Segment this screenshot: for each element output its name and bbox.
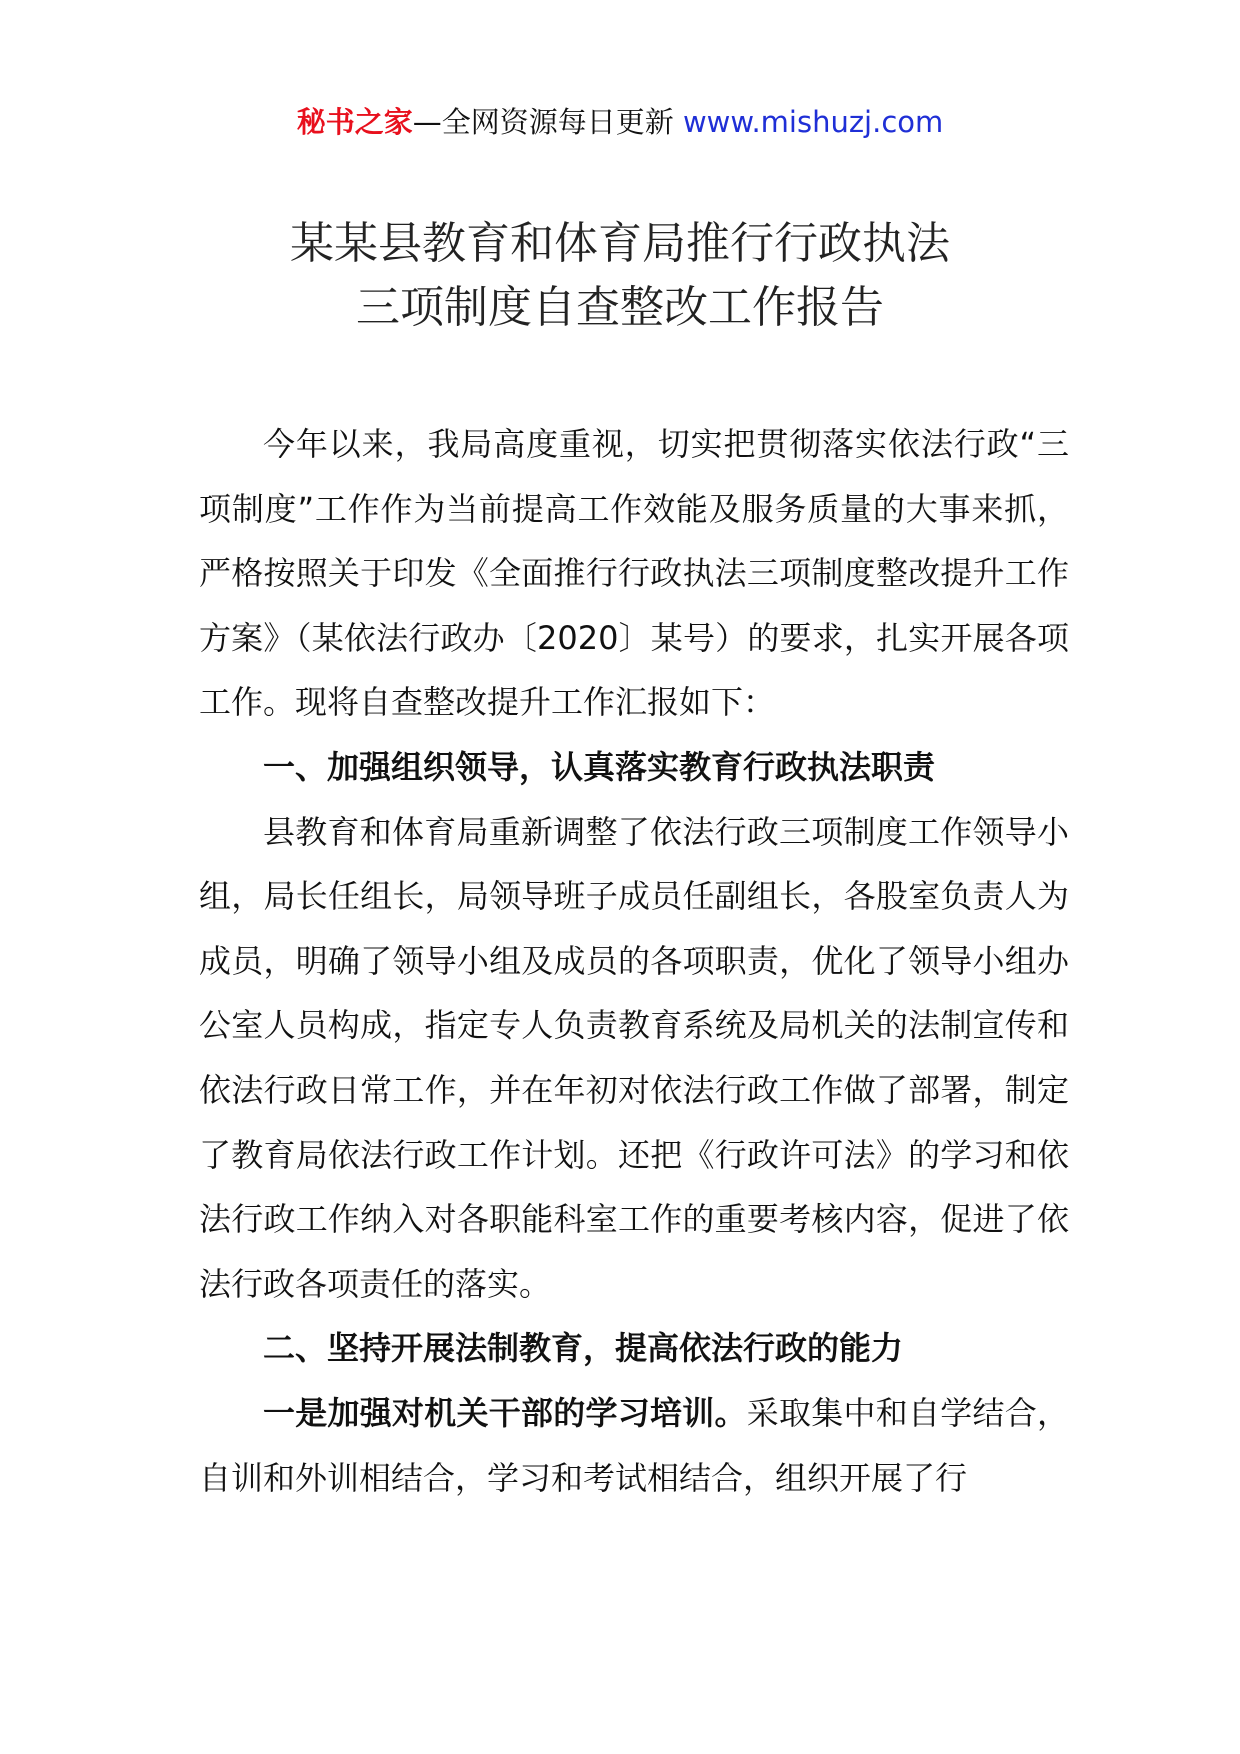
section-1-paragraph: 县教育和体育局重新调整了依法行政三项制度工作领导小组，局长任组长，局领导班子成员任副组长，各股室负责人为成员，明确了领导小组及成员的各项职责，优化了领导小组办公室人员构成，指定专人负责教育系统及局机关的法制宣传和依法行政日常工作，并在年初对依法行政工作做了部署，制定了教育局依法行政工作计划。还把《行政许可法》的学习和依法行政工作纳入对各职能科室工作的重要考核内容，促进了依法行政各项责任的落实。 — [199, 812, 1069, 1303]
intro-paragraph: 今年以来，我局高度重视，切实把贯彻落实依法行政“三项制度”工作作为当前提高工作效能及服务质量的大事来抓，严格按照关于印发《全面推行行政执法三项制度整改提升工作方案》（某依法行政办〔2020〕某号）的要求，扎实开展各项工作。现将自查整改提升工作汇报如下： — [199, 425, 1069, 722]
title-line-1: 某某县教育和体育局推行行政执法 — [290, 218, 950, 269]
document-body — [199, 412, 1069, 1510]
site-header — [0, 102, 1240, 142]
site-url-link[interactable]: www.mishuzj.com — [682, 105, 944, 139]
section-2-lead: 一是加强对机关干部的学习培训。 — [263, 1393, 747, 1432]
document-title — [0, 212, 1240, 340]
section-1-heading: 一、加强组织领导，认真落实教育行政执法职责 — [263, 747, 936, 786]
section-2-paragraph — [199, 1381, 1069, 1510]
section-2-text: 采取集中和自学结合，自训和外训相结合，学习和考试相结合，组织开展了行 — [199, 1393, 1069, 1497]
brand-name: 秘书之家 — [296, 105, 413, 139]
title-line-2: 三项制度自查整改工作报告 — [356, 282, 884, 333]
section-2-heading: 二、坚持开展法制教育，提高依法行政的能力 — [263, 1329, 904, 1368]
site-tagline: —全网资源每日更新 — [412, 105, 683, 139]
